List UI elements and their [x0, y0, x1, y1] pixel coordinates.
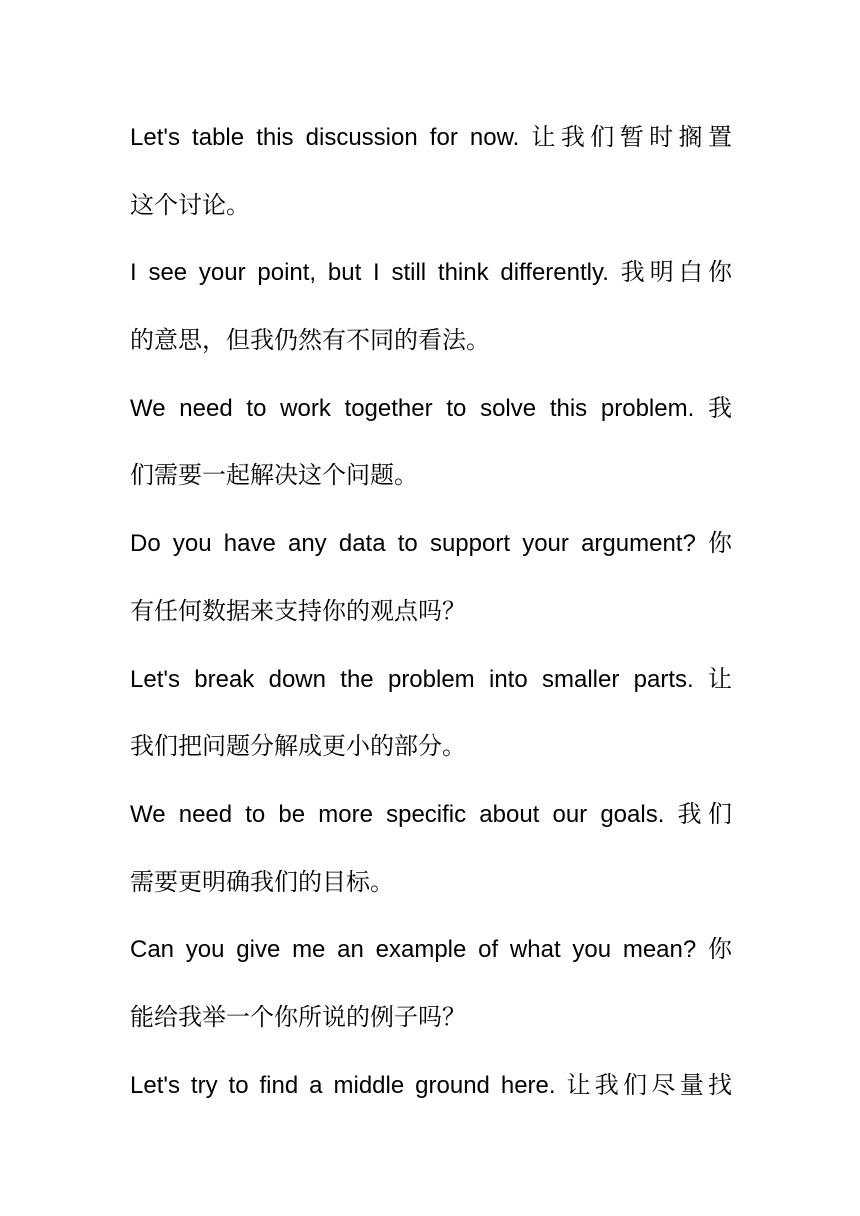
text-line-9: Let's break down the problem into smaller parts. 让	[130, 665, 732, 693]
text-line-7: Do you have any data to support your argument? 你	[130, 530, 732, 558]
text-line-6: 们需要一起解决这个问题。	[130, 462, 418, 490]
text-line-8: 有任何数据来支持你的观点吗？	[130, 597, 466, 625]
text-line-13: Can you give me an example of what you mean? 你	[130, 936, 732, 964]
text-line-12: 需要更明确我们的目标。	[130, 868, 394, 896]
text-line-11: We need to be more specific about our goals. 我们	[130, 800, 732, 828]
text-line-5: We need to work together to solve this problem. 我	[130, 394, 732, 422]
text-line-1: Let's table this discussion for now. 让我们暂时搁置	[130, 124, 732, 151]
text-line-3: I see your point, but I still think differently. 我明白你	[130, 259, 732, 287]
text-line-4: 的意思，但我仍然有不同的看法。	[130, 327, 490, 355]
text-line-2: 这个讨论。	[130, 191, 250, 219]
text-line-10: 我们把问题分解成更小的部分。	[130, 733, 466, 761]
document-body	[130, 104, 732, 1119]
text-line-14: 能给我举一个你所说的例子吗？	[130, 1003, 466, 1031]
text-line-15: Let's try to find a middle ground here. 让我们尽量找	[130, 1071, 732, 1099]
